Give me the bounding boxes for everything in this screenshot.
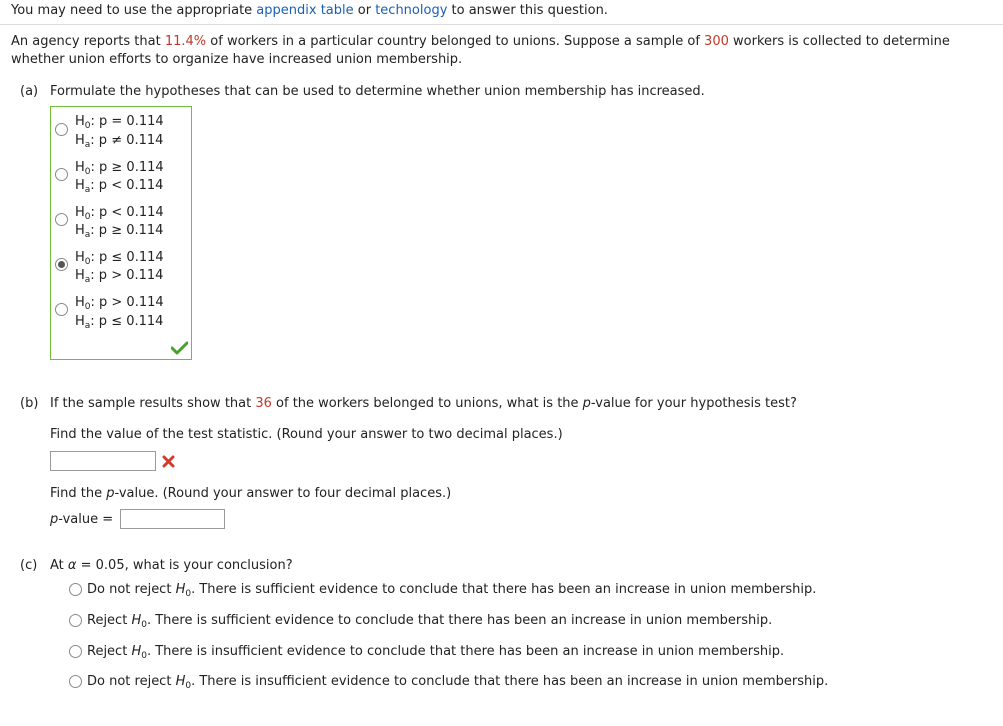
conclusion-option-4-text: Do not reject $H_0$. There is insufficient evidence to conclude that there has been an increase in union membership. (87, 674, 829, 691)
p-value-label: p-value = (50, 512, 114, 527)
test-statistic-input[interactable] (50, 451, 156, 471)
hypothesis-option-2-radio[interactable] (55, 168, 68, 181)
union-count: 36 (255, 396, 272, 411)
hypothesis-option-2-h0: $H_0$: p ≥ 0.114 (75, 160, 164, 177)
part-a-question: Formulate the hypotheses that can be used to determine whether union membership has increased. (50, 84, 705, 99)
conclusion-option-3-text: Reject $H_0$. There is insufficient evidence to conclude that there has been an increase in union membership. (87, 644, 785, 661)
conclusion-option-2-radio[interactable] (69, 614, 82, 627)
problem-statement: An agency reports that 11.4% of workers in a particular country belonged to unions. Suppose a sample of 300 workers is collected to determine (11, 34, 950, 49)
problem-statement-line2: whether union efforts to organize have increased union membership. (11, 52, 463, 67)
part-c-question: At α = 0.05, what is your conclusion? (50, 558, 293, 573)
appendix-table-link[interactable]: appendix table (256, 3, 354, 18)
percent-value: 11.4% (164, 34, 207, 49)
conclusion-option-2-text: Reject $H_0$. There is sufficient evidence to conclude that there has been an increase in union membership. (87, 613, 773, 630)
find-p-value-text: Find the p-value. (Round your answer to four decimal places.) (50, 486, 452, 501)
hypothesis-option-5-radio[interactable] (55, 303, 68, 316)
conclusion-option-1-text: Do not reject $H_0$. There is sufficient evidence to conclude that there has been an increase in union membership. (87, 582, 817, 599)
correct-check-icon (171, 341, 188, 355)
incorrect-x-icon (162, 455, 175, 468)
technology-link[interactable]: technology (375, 3, 448, 18)
hypothesis-option-5-h0: $H_0$: p > 0.114 (75, 295, 164, 312)
hypothesis-option-3-h0: $H_0$: p < 0.114 (75, 205, 164, 222)
conclusion-option-1-radio[interactable] (69, 583, 82, 596)
intro-text: You may need to use the appropriate appendix table or technology to answer this question. (11, 3, 608, 18)
part-c-label: (c) (20, 558, 38, 573)
divider (0, 24, 1003, 25)
conclusion-option-3-radio[interactable] (69, 645, 82, 658)
hypothesis-option-4-radio[interactable] (55, 258, 68, 271)
hypothesis-option-5-ha: $H_a$: p ≤ 0.114 (75, 314, 164, 331)
sample-size: 300 (704, 34, 729, 49)
hypothesis-option-2-ha: $H_a$: p < 0.114 (75, 178, 164, 195)
hypothesis-option-1-ha: $H_a$: p ≠ 0.114 (75, 133, 164, 150)
conclusion-option-4-radio[interactable] (69, 675, 82, 688)
hypothesis-option-4-h0: $H_0$: p ≤ 0.114 (75, 250, 164, 267)
p-value-input[interactable] (120, 509, 225, 529)
hypothesis-option-1-radio[interactable] (55, 123, 68, 136)
part-b-label: (b) (20, 396, 39, 411)
hypothesis-option-1-h0: $H_0$: p = 0.114 (75, 114, 164, 131)
hypothesis-option-3-ha: $H_a$: p ≥ 0.114 (75, 223, 164, 240)
hypothesis-option-4-ha: $H_a$: p > 0.114 (75, 268, 164, 285)
hypothesis-option-3-radio[interactable] (55, 213, 68, 226)
part-a-label: (a) (20, 84, 39, 99)
part-b-question: If the sample results show that 36 of the workers belonged to unions, what is the p-value for your hypothesis test? (50, 396, 797, 411)
find-test-statistic-text: Find the value of the test statistic. (Round your answer to two decimal places.) (50, 427, 563, 442)
